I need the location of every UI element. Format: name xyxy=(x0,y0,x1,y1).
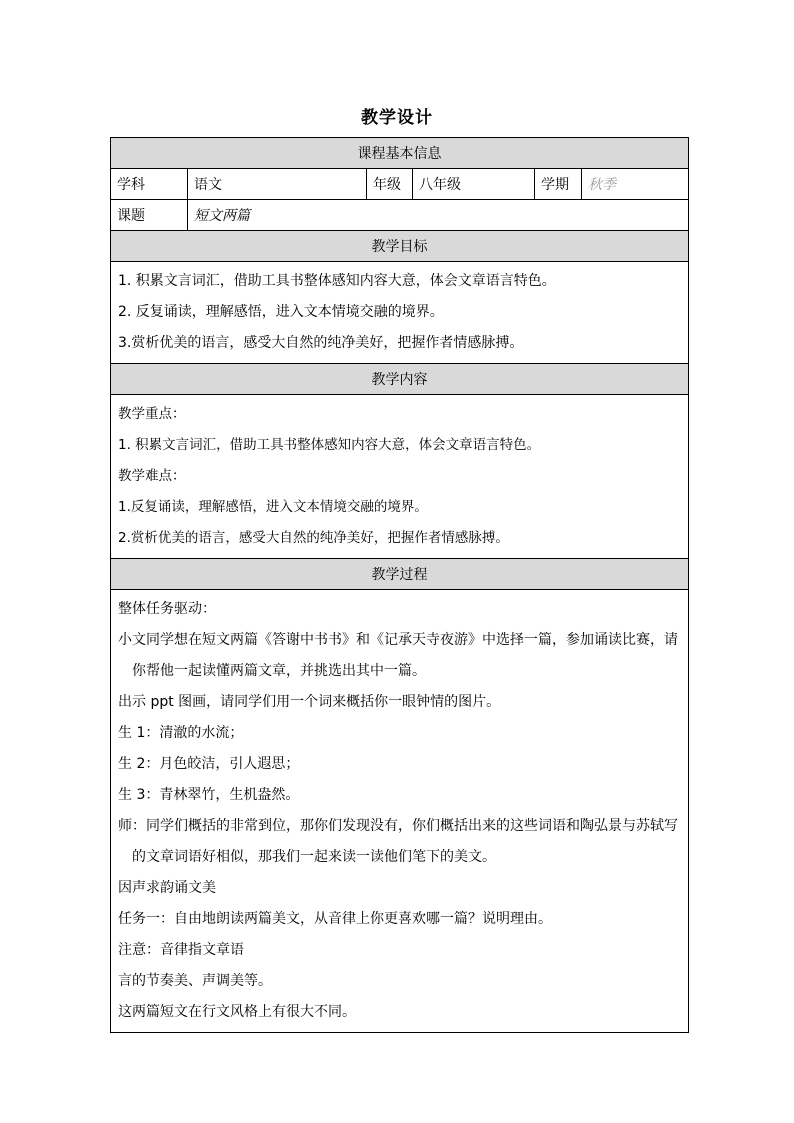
difficulty-item: 1.反复诵读，理解感悟，进入文本情境交融的境界。 xyxy=(118,499,428,515)
process-header-row xyxy=(111,559,689,590)
difficulties-label: 教学难点： xyxy=(118,468,186,484)
objective-item: 1. 积累文言词汇，借助工具书整体感知内容大意，体会文章语言特色。 xyxy=(118,273,556,289)
process-line: 这两篇短文在行文风格上有很大不同。 xyxy=(118,1004,356,1020)
process-list xyxy=(111,590,689,1033)
difficulty-item: 2.赏析优美的语言，感受大自然的纯净美好，把握作者情感脉搏。 xyxy=(118,530,509,546)
topic-label: 课题 xyxy=(111,200,188,231)
process-line: 师：同学们概括的非常到位，那你们发现没有，你们概括出来的这些词语和陶弘景与苏轼写的文章词语好相似，那我们一起来读一读他们笔下的美文。 xyxy=(118,818,678,865)
subject-label: 学科 xyxy=(111,169,188,200)
process-header: 教学过程 xyxy=(111,559,689,590)
process-line: 小文同学想在短文两篇《答谢中书书》和《记承天寺夜游》中选择一篇，参加诵读比赛，请你帮他一起读懂两篇文章，并挑选出其中一篇。 xyxy=(118,632,678,679)
document-title: 教学设计 xyxy=(361,108,433,128)
term-value: 秋季 xyxy=(582,169,689,200)
topic-row xyxy=(111,200,689,231)
objective-item: 3.赏析优美的语言，感受大自然的纯净美好，把握作者情感脉搏。 xyxy=(118,335,524,351)
key-points-label: 教学重点： xyxy=(118,406,186,422)
key-point-item: 1. 积累文言词汇，借助工具书整体感知内容大意，体会文章语言特色。 xyxy=(118,437,541,453)
process-body-row xyxy=(111,590,689,1033)
basic-info-header-row xyxy=(111,138,689,169)
objectives-header-row xyxy=(111,231,689,262)
topic-value: 短文两篇 xyxy=(188,200,689,231)
grade-value: 八年级 xyxy=(413,169,535,200)
basic-info-header: 课程基本信息 xyxy=(111,138,689,169)
process-line: 出示 ppt 图画，请同学们用一个词来概括你一眼钟情的图片。 xyxy=(118,694,501,710)
content-header: 教学内容 xyxy=(111,364,689,395)
term-label: 学期 xyxy=(535,169,582,200)
objectives-header: 教学目标 xyxy=(111,231,689,262)
process-line: 整体任务驱动： xyxy=(118,601,216,617)
content-list xyxy=(111,395,689,559)
process-line: 因声求韵诵文美 xyxy=(118,880,216,896)
process-line: 任务一：自由地朗读两篇美文，从音律上你更喜欢哪一篇？说明理由。 xyxy=(118,911,552,927)
process-line: 生 1：清澈的水流； xyxy=(118,725,244,741)
process-line: 生 3：青林翠竹，生机盎然。 xyxy=(118,787,300,803)
content-body-row xyxy=(111,395,689,559)
subject-grade-term-row xyxy=(111,169,689,200)
process-line: 生 2：月色皎洁，引人遐思； xyxy=(118,756,300,772)
grade-label: 年级 xyxy=(367,169,413,200)
process-line: 言的节奏美、声调美等。 xyxy=(118,973,272,989)
subject-value: 语文 xyxy=(188,169,367,200)
process-line: 注意：音律指文章语 xyxy=(118,942,244,958)
objective-item: 2. 反复诵读，理解感悟，进入文本情境交融的境界。 xyxy=(118,304,444,320)
objectives-list xyxy=(111,262,689,364)
lesson-plan-table xyxy=(110,137,689,1033)
objectives-body-row xyxy=(111,262,689,364)
content-header-row xyxy=(111,364,689,395)
